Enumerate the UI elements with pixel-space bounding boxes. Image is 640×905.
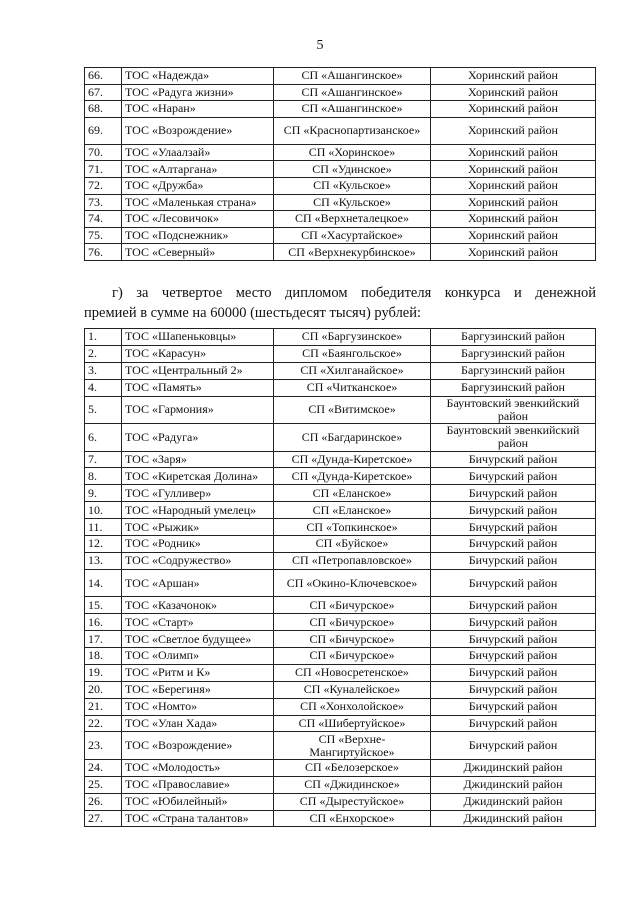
- district-name: Хоринский район: [431, 117, 596, 144]
- settlement-name: СП «Топкинское»: [274, 519, 431, 536]
- row-number: 5.: [85, 396, 122, 424]
- district-name: Хоринский район: [431, 194, 596, 211]
- table-row: [85, 536, 596, 553]
- paragraph-line-2: премией в сумме на 60000 (шестьдесят тысяч) рублей:: [84, 305, 422, 321]
- row-number: 17.: [85, 631, 122, 648]
- table-row: [85, 244, 596, 261]
- tos-name: ТОС «Карасун»: [122, 345, 274, 362]
- table-row: [85, 485, 596, 502]
- paragraph-line-1: г) за четвертое место дипломом победителя конкурса и денежной: [112, 285, 596, 301]
- settlement-name: СП «Дунда-Киретское»: [274, 468, 431, 485]
- row-number: 26.: [85, 793, 122, 810]
- table-row: [85, 614, 596, 631]
- table-row: [85, 552, 596, 569]
- tos-name: ТОС «Берегиня»: [122, 681, 274, 698]
- table-row: [85, 776, 596, 793]
- district-name: Джидинский район: [431, 810, 596, 827]
- tos-name: ТОС «Гармония»: [122, 396, 274, 424]
- district-name: Хоринский район: [431, 68, 596, 85]
- row-number: 73.: [85, 194, 122, 211]
- settlement-name: СП «Хонхолойское»: [274, 698, 431, 715]
- table-row: [85, 631, 596, 648]
- district-name: Баргузинский район: [431, 345, 596, 362]
- district-name: Джидинский район: [431, 759, 596, 776]
- tos-table-khorinsky: [84, 67, 596, 261]
- row-number: 68.: [85, 101, 122, 118]
- district-name: Бичурский район: [431, 536, 596, 553]
- settlement-name: СП «Баянгольское»: [274, 345, 431, 362]
- row-number: 4.: [85, 379, 122, 396]
- tos-name: ТОС «Радуга»: [122, 424, 274, 452]
- tos-name: ТОС «Православие»: [122, 776, 274, 793]
- tos-name: ТОС «Лесовичок»: [122, 211, 274, 228]
- district-name: Бичурский район: [431, 502, 596, 519]
- row-number: 2.: [85, 345, 122, 362]
- row-number: 6.: [85, 424, 122, 452]
- settlement-name: СП «Хоринское»: [274, 144, 431, 161]
- row-number: 19.: [85, 664, 122, 681]
- settlement-name: СП «Енхорское»: [274, 810, 431, 827]
- row-number: 75.: [85, 227, 122, 244]
- table-row: [85, 519, 596, 536]
- table-body: [85, 68, 596, 261]
- settlement-name: СП «Витимское»: [274, 396, 431, 424]
- settlement-name: СП «Куналейское»: [274, 681, 431, 698]
- table-row: [85, 732, 596, 760]
- settlement-name: СП «Ашангинское»: [274, 68, 431, 85]
- settlement-name: СП «Белозерское»: [274, 759, 431, 776]
- tos-name: ТОС «Центральный 2»: [122, 362, 274, 379]
- table-row: [85, 715, 596, 732]
- district-name: Бичурский район: [431, 597, 596, 614]
- row-number: 7.: [85, 451, 122, 468]
- row-number: 20.: [85, 681, 122, 698]
- district-name: Хоринский район: [431, 161, 596, 178]
- tos-name: ТОС «Старт»: [122, 614, 274, 631]
- settlement-name: СП «Багдаринское»: [274, 424, 431, 452]
- district-name: Бичурский район: [431, 664, 596, 681]
- row-number: 3.: [85, 362, 122, 379]
- row-number: 1.: [85, 329, 122, 346]
- tos-name: ТОС «Маленькая страна»: [122, 194, 274, 211]
- row-number: 24.: [85, 759, 122, 776]
- row-number: 11.: [85, 519, 122, 536]
- table-row: [85, 396, 596, 424]
- row-number: 66.: [85, 68, 122, 85]
- tos-name: ТОС «Возрождение»: [122, 732, 274, 760]
- district-name: Хоринский район: [431, 227, 596, 244]
- district-name: Бичурский район: [431, 552, 596, 569]
- table-row: [85, 681, 596, 698]
- tos-name: ТОС «Номто»: [122, 698, 274, 715]
- district-name: Хоринский район: [431, 84, 596, 101]
- row-number: 13.: [85, 552, 122, 569]
- tos-name: ТОС «Алтаргана»: [122, 161, 274, 178]
- district-name: Бичурский район: [431, 681, 596, 698]
- settlement-name: СП «Дунда-Киретское»: [274, 451, 431, 468]
- table-row: [85, 362, 596, 379]
- row-number: 23.: [85, 732, 122, 760]
- district-name: Джидинский район: [431, 776, 596, 793]
- settlement-name: СП «Джидинское»: [274, 776, 431, 793]
- table-row: [85, 468, 596, 485]
- table-row: [85, 211, 596, 228]
- district-name: Баунтовский эвенкийский район: [431, 424, 596, 452]
- district-name: Бичурский район: [431, 647, 596, 664]
- district-name: Бичурский район: [431, 715, 596, 732]
- settlement-name: СП «Верхне-Мангиртуйское»: [274, 732, 431, 760]
- table-row: [85, 161, 596, 178]
- table-row: [85, 810, 596, 827]
- row-number: 71.: [85, 161, 122, 178]
- table-row: [85, 68, 596, 85]
- tos-name: ТОС «Радуга жизни»: [122, 84, 274, 101]
- settlement-name: СП «Хилганайское»: [274, 362, 431, 379]
- table-row: [85, 569, 596, 597]
- table-row: [85, 227, 596, 244]
- settlement-name: СП «Удинское»: [274, 161, 431, 178]
- row-number: 8.: [85, 468, 122, 485]
- row-number: 9.: [85, 485, 122, 502]
- table-body: [85, 329, 596, 827]
- tos-name: ТОС «Улан Хада»: [122, 715, 274, 732]
- settlement-name: СП «Буйское»: [274, 536, 431, 553]
- row-number: 69.: [85, 117, 122, 144]
- tos-name: ТОС «Дружба»: [122, 177, 274, 194]
- tos-name: ТОС «Аршан»: [122, 569, 274, 597]
- table-row: [85, 759, 596, 776]
- row-number: 16.: [85, 614, 122, 631]
- row-number: 67.: [85, 84, 122, 101]
- district-name: Хоринский район: [431, 101, 596, 118]
- row-number: 21.: [85, 698, 122, 715]
- tos-name: ТОС «Олимп»: [122, 647, 274, 664]
- district-name: Бичурский район: [431, 732, 596, 760]
- district-name: Баргузинский район: [431, 379, 596, 396]
- row-number: 25.: [85, 776, 122, 793]
- settlement-name: СП «Еланское»: [274, 502, 431, 519]
- page-number: 5: [316, 38, 324, 53]
- table-row: [85, 424, 596, 452]
- tos-name: ТОС «Страна талантов»: [122, 810, 274, 827]
- table-row: [85, 451, 596, 468]
- district-name: Баунтовский эвенкийский район: [431, 396, 596, 424]
- settlement-name: СП «Петропавловское»: [274, 552, 431, 569]
- row-number: 12.: [85, 536, 122, 553]
- tos-name: ТОС «Народный умелец»: [122, 502, 274, 519]
- district-name: Баргузинский район: [431, 362, 596, 379]
- settlement-name: СП «Окино-Ключевское»: [274, 569, 431, 597]
- settlement-name: СП «Новосретенское»: [274, 664, 431, 681]
- table-row: [85, 144, 596, 161]
- settlement-name: СП «Ашангинское»: [274, 101, 431, 118]
- table-row: [85, 597, 596, 614]
- district-name: Бичурский район: [431, 468, 596, 485]
- district-name: Баргузинский район: [431, 329, 596, 346]
- district-name: Бичурский район: [431, 631, 596, 648]
- tos-name: ТОС «Гулливер»: [122, 485, 274, 502]
- settlement-name: СП «Кульское»: [274, 194, 431, 211]
- row-number: 10.: [85, 502, 122, 519]
- tos-name: ТОС «Наран»: [122, 101, 274, 118]
- row-number: 27.: [85, 810, 122, 827]
- tos-table-fourth-place: [84, 328, 596, 827]
- settlement-name: СП «Шибертуйское»: [274, 715, 431, 732]
- table-row: [85, 664, 596, 681]
- table-row: [85, 647, 596, 664]
- settlement-name: СП «Ашангинское»: [274, 84, 431, 101]
- tos-name: ТОС «Ритм и К»: [122, 664, 274, 681]
- row-number: 72.: [85, 177, 122, 194]
- tos-name: ТОС «Киретская Долина»: [122, 468, 274, 485]
- tos-name: ТОС «Рыжик»: [122, 519, 274, 536]
- district-name: Хоринский район: [431, 177, 596, 194]
- settlement-name: СП «Баргузинское»: [274, 329, 431, 346]
- district-name: Бичурский район: [431, 451, 596, 468]
- table-row: [85, 117, 596, 144]
- district-name: Хоринский район: [431, 244, 596, 261]
- tos-name: ТОС «Родник»: [122, 536, 274, 553]
- district-name: Бичурский район: [431, 569, 596, 597]
- district-name: Хоринский район: [431, 211, 596, 228]
- table-row: [85, 84, 596, 101]
- tos-name: ТОС «Возрождение»: [122, 117, 274, 144]
- row-number: 15.: [85, 597, 122, 614]
- tos-name: ТОС «Содружество»: [122, 552, 274, 569]
- award-paragraph: [84, 283, 596, 323]
- district-name: Джидинский район: [431, 793, 596, 810]
- table-row: [85, 793, 596, 810]
- row-number: 22.: [85, 715, 122, 732]
- tos-name: ТОС «Светлое будущее»: [122, 631, 274, 648]
- table-row: [85, 502, 596, 519]
- tos-name: ТОС «Подснежник»: [122, 227, 274, 244]
- tos-name: ТОС «Юбилейный»: [122, 793, 274, 810]
- settlement-name: СП «Хасуртайское»: [274, 227, 431, 244]
- row-number: 70.: [85, 144, 122, 161]
- row-number: 74.: [85, 211, 122, 228]
- table-row: [85, 379, 596, 396]
- settlement-name: СП «Бичурское»: [274, 614, 431, 631]
- settlement-name: СП «Верхнекурбинское»: [274, 244, 431, 261]
- table-row: [85, 101, 596, 118]
- tos-name: ТОС «Память»: [122, 379, 274, 396]
- tos-name: ТОС «Заря»: [122, 451, 274, 468]
- district-name: Бичурский район: [431, 614, 596, 631]
- row-number: 18.: [85, 647, 122, 664]
- district-name: Бичурский район: [431, 698, 596, 715]
- settlement-name: СП «Краснопартизанское»: [274, 117, 431, 144]
- row-number: 76.: [85, 244, 122, 261]
- table-row: [85, 194, 596, 211]
- settlement-name: СП «Бичурское»: [274, 647, 431, 664]
- tos-name: ТОС «Казачонок»: [122, 597, 274, 614]
- settlement-name: СП «Еланское»: [274, 485, 431, 502]
- district-name: Бичурский район: [431, 519, 596, 536]
- district-name: Хоринский район: [431, 144, 596, 161]
- tos-name: ТОС «Шапеньковцы»: [122, 329, 274, 346]
- tos-name: ТОС «Молодость»: [122, 759, 274, 776]
- tos-name: ТОС «Северный»: [122, 244, 274, 261]
- table-row: [85, 698, 596, 715]
- tos-name: ТОС «Улаалзай»: [122, 144, 274, 161]
- settlement-name: СП «Бичурское»: [274, 597, 431, 614]
- settlement-name: СП «Читканское»: [274, 379, 431, 396]
- row-number: 14.: [85, 569, 122, 597]
- table-row: [85, 329, 596, 346]
- table-row: [85, 345, 596, 362]
- district-name: Бичурский район: [431, 485, 596, 502]
- settlement-name: СП «Дырестуйское»: [274, 793, 431, 810]
- settlement-name: СП «Бичурское»: [274, 631, 431, 648]
- table-row: [85, 177, 596, 194]
- settlement-name: СП «Кульское»: [274, 177, 431, 194]
- tos-name: ТОС «Надежда»: [122, 68, 274, 85]
- settlement-name: СП «Верхнеталецкое»: [274, 211, 431, 228]
